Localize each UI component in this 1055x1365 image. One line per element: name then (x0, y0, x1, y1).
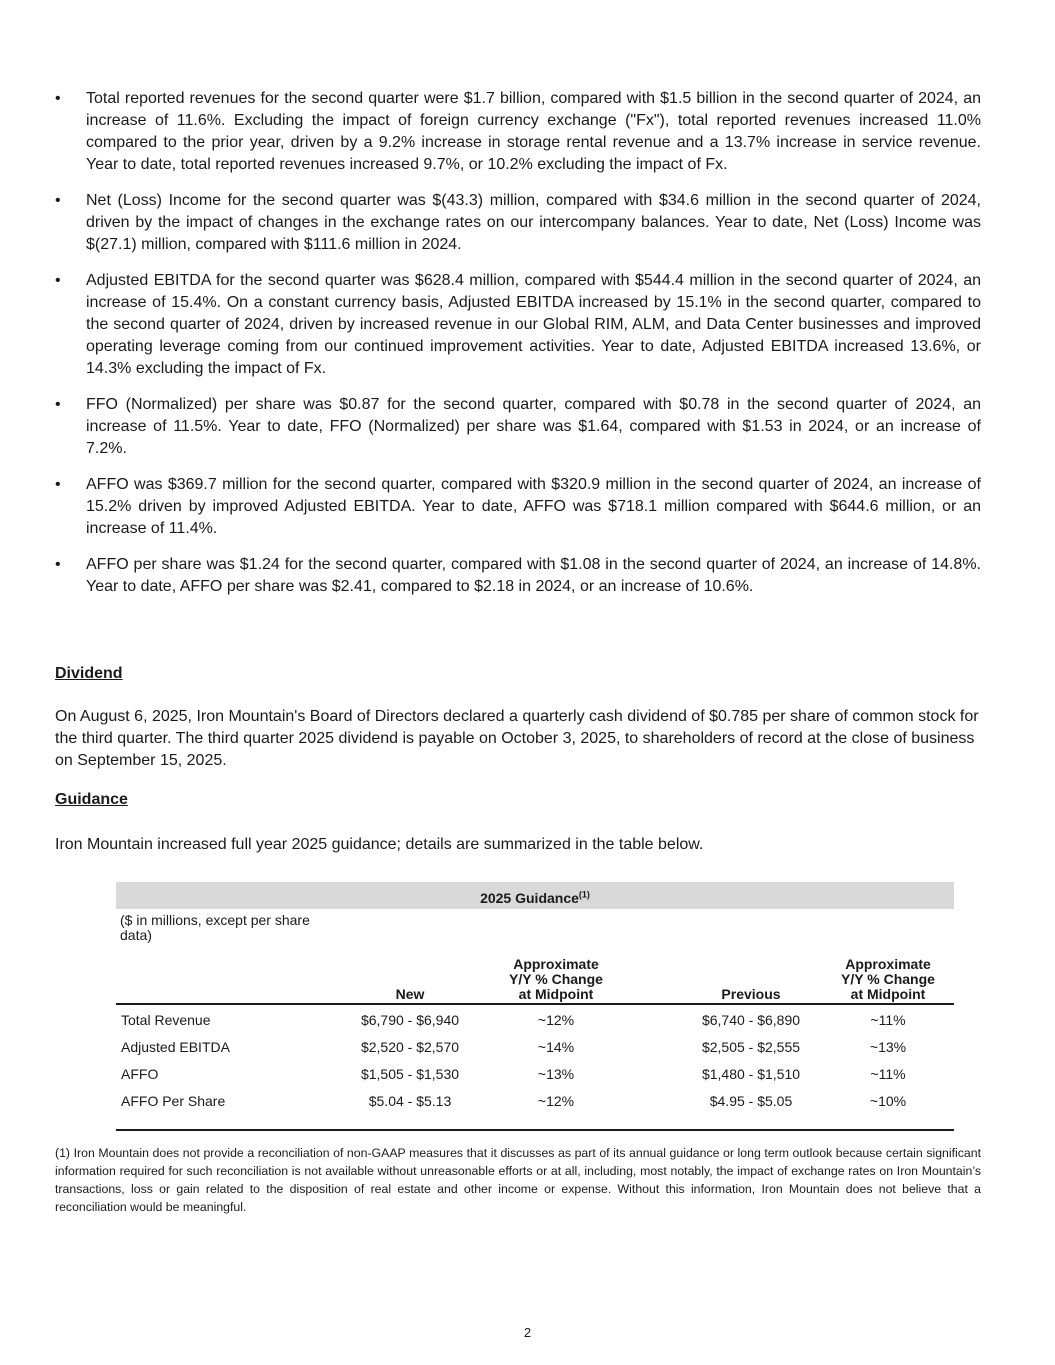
bullet-text: AFFO per share was $1.24 for the second quarter, compared with $1.08 in the second quarter of 2024, an increase of 14.8%. Year to date, AFFO per share was $2.41, compared to $2.18 in 2024, or an increase of 10.6%. (86, 556, 981, 595)
header-line: Y/Y % Change (509, 971, 603, 987)
header-line: Approximate (845, 956, 931, 972)
new-value: $1,505 - $1,530 (360, 1066, 460, 1082)
previous-change-value: ~10% (869, 1093, 907, 1109)
bullet-text: Net (Loss) Income for the second quarter was $(43.3) million, compared with $34.6 million in the second quarter of 2024, driven by the impact of changes in the exchange rates on our intercompany balances. Year to date, Net (Loss) Income was $(27.1) million, compared with $111.6 million in 2024. (86, 192, 981, 253)
header-previous: Previous (721, 986, 781, 1002)
footnote: (1) Iron Mountain does not provide a reconciliation of non-GAAP measures that it discusses as part of its annual guidance or long term outlook because certain significant information required for such reconciliation is not available without unreasonable efforts or at all, including, most notably, the impact of exchange rates on Iron Mountain’s transactions, loss or gain related to the disposition of real estate and other income or expense. Without this information, Iron Mountain does not believe that a reconciliation would be meaningful. (55, 1146, 981, 1214)
bullet-marker: • (55, 90, 61, 107)
bullet-marker: • (55, 476, 61, 493)
row-label: AFFO (121, 1066, 159, 1082)
list-item (55, 190, 981, 256)
header-new-change (486, 957, 626, 1002)
table-header (116, 943, 954, 1005)
table-title-text: 2025 Guidance (480, 890, 579, 906)
bullet-text: Total reported revenues for the second quarter were $1.7 billion, compared with $1.5 billion in the second quarter of 2024, an increase of 11.6%. Excluding the impact of foreign currency exchange ("Fx"), total reported revenues increased 11.0% compared to the prior year, driven by a 9.2% increase in storage rental revenue and a 13.7% increase in service revenue. Year to date, total reported revenues increased 9.7%, or 10.2% excluding the impact of Fx. (86, 90, 981, 173)
new-change-value: ~12% (537, 1093, 575, 1109)
new-change-value: ~14% (537, 1039, 575, 1055)
footnote-marker: (1) (578, 889, 590, 900)
previous-change-value: ~11% (870, 1012, 906, 1028)
bullet-text: Adjusted EBITDA for the second quarter was $628.4 million, compared with $544.4 million in the second quarter of 2024, an increase of 15.4%. On a constant currency basis, Adjusted EBITDA increased by 15.1% in the second quarter, compared to the second quarter of 2024, driven by increased revenue in our Global RIM, ALM, and Data Center businesses and improved operating leverage coming from our continued improvement activities. Year to date, Adjusted EBITDA increased 13.6%, or 14.3% excluding the impact of Fx. (86, 272, 981, 377)
table-row (116, 1061, 954, 1088)
bullet-marker: • (55, 396, 61, 413)
header-previous-change (818, 957, 958, 1002)
new-change-value: ~12% (537, 1012, 575, 1028)
table-row (116, 1034, 954, 1061)
row-label: Total Revenue (121, 1012, 211, 1028)
new-value: $2,520 - $2,570 (360, 1039, 460, 1055)
bullet-marker: • (55, 272, 61, 289)
dividend-paragraph: On August 6, 2025, Iron Mountain's Board of Directors declared a quarterly cash dividend of $0.785 per share of common stock for the third quarter. The third quarter 2025 dividend is payable on October 3, 2025, to shareholders of record at the close of business on September 15, 2025. (55, 708, 979, 769)
guidance-heading: Guidance (55, 791, 128, 808)
guidance-table (116, 882, 954, 1131)
header-line: at Midpoint (518, 986, 594, 1002)
list-item (55, 474, 981, 540)
new-value: $6,790 - $6,940 (360, 1012, 460, 1028)
row-label: AFFO Per Share (121, 1093, 226, 1109)
bullet-text: AFFO was $369.7 million for the second quarter, compared with $320.9 million in the second quarter of 2024, an increase of 15.2% driven by improved Adjusted EBITDA. Year to date, AFFO was $718.1 million compared with $644.6 million, or an increase of 11.4%. (86, 476, 981, 537)
page-number: 2 (523, 1325, 532, 1340)
new-value: $5.04 - $5.13 (368, 1093, 452, 1109)
bullet-text: FFO (Normalized) per share was $0.87 for the second quarter, compared with $0.78 in the second quarter of 2024, an increase of 11.5%. Year to date, FFO (Normalized) per share was $1.64, compared with $1.53 in 2024, or an increase of 7.2%. (86, 396, 981, 457)
highlights-list (55, 88, 981, 612)
list-item (55, 270, 981, 380)
header-line: Approximate (513, 956, 599, 972)
table-title (116, 882, 954, 909)
header-line: Y/Y % Change (841, 971, 935, 987)
previous-value: $4.95 - $5.05 (709, 1093, 793, 1109)
previous-change-value: ~11% (870, 1066, 906, 1082)
list-item (55, 88, 981, 176)
previous-value: $1,480 - $1,510 (701, 1066, 801, 1082)
previous-change-value: ~13% (869, 1039, 907, 1055)
table-units-note: ($ in millions, except per share data) (120, 912, 310, 943)
header-new: New (395, 986, 425, 1002)
bullet-marker: • (55, 192, 61, 209)
previous-value: $2,505 - $2,555 (701, 1039, 801, 1055)
new-change-value: ~13% (537, 1066, 575, 1082)
row-label: Adjusted EBITDA (121, 1039, 230, 1055)
previous-value: $6,740 - $6,890 (701, 1012, 801, 1028)
dividend-heading: Dividend (55, 665, 123, 682)
table-row (116, 1088, 954, 1115)
table-bottom-rule (116, 1115, 954, 1131)
list-item (55, 394, 981, 460)
header-line: at Midpoint (850, 986, 926, 1002)
list-item (55, 554, 981, 598)
table-row (116, 1007, 954, 1034)
guidance-paragraph: Iron Mountain increased full year 2025 guidance; details are summarized in the table below. (55, 836, 704, 853)
bullet-marker: • (55, 556, 61, 573)
